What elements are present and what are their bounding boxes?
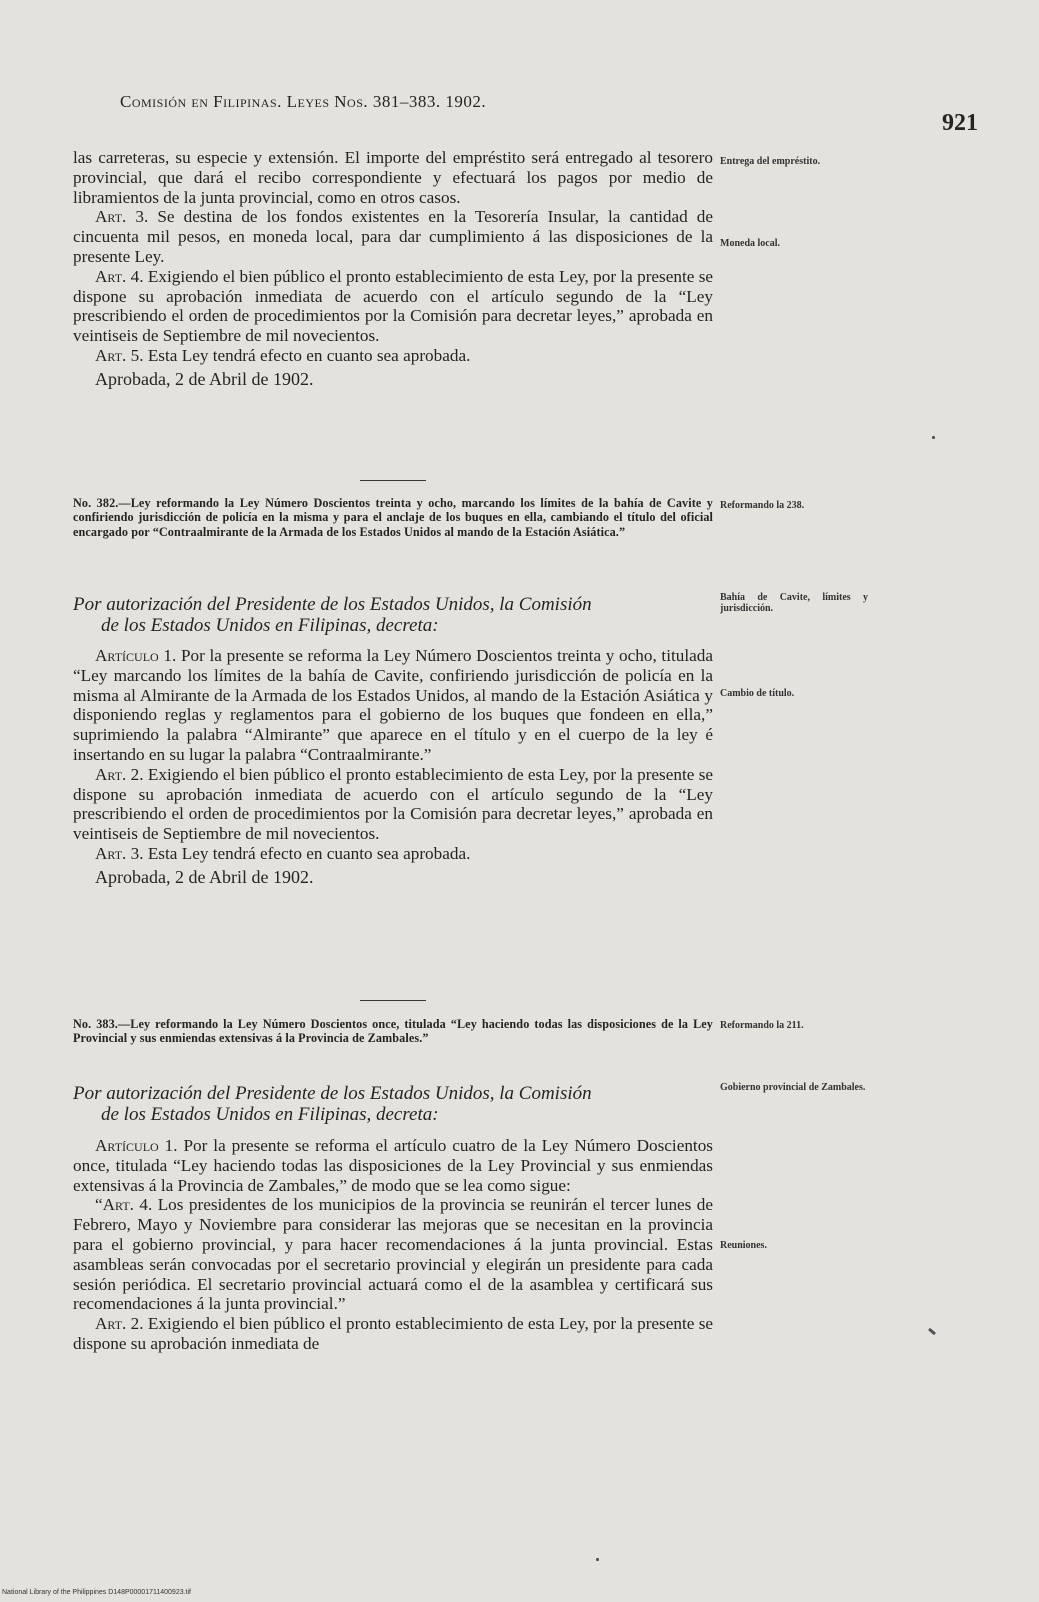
section-divider [360, 480, 426, 481]
margin-note-moneda: Moneda local. [720, 238, 780, 249]
article-text: Esta Ley tendrá efecto en cuanto sea aprobada. [147, 345, 471, 365]
law-382-article-3 [73, 844, 713, 864]
article-text: Exigiendo el bien público el pronto establecimiento de esta Ley, por la presente se dispone su aprobación inmediata de acuerdo con el artículo segundo de la “Ley prescribiendo el orden de procedimientos por la Comisión para decretar leyes,” aprobada en veintiseis de Septiembre de mil novecientos. [73, 266, 714, 346]
margin-note-cambio: Cambio de título. [720, 688, 795, 699]
article-label: Art. 4. [95, 266, 144, 286]
margin-note-reuniones: Reuniones. [720, 1240, 767, 1251]
article-text: Por la presente se reforma el artículo cuatro de la Ley Número Doscientos once, titulada “Ley haciendo todas las disposiciones de la Ley Provincial y sus enmiendas extensivas á la Provincia de Zambales,” de modo que se lea como sigue: [73, 1136, 713, 1195]
law-381-approved: Aprobada, 2 de Abril de 1902. [95, 368, 314, 389]
article-text: Exigiendo el bien público el pronto establecimiento de esta Ley, por la presente se dispone su aprobación inmediata de acuerdo con el artículo segundo de la “Ley prescribiendo el orden de procedimientos por la Comisión para decretar leyes,” aprobada en veintiseis de Septiembre de mil novecientos. [73, 764, 714, 844]
article-text: Exigiendo el bien público el pronto establecimiento de esta Ley, por la presente se dispone su aprobación inmediata de [73, 1314, 714, 1353]
enacting-clause-line-1: Por autorización del Presidente de los Estados Unidos, la Comisión [73, 594, 592, 615]
margin-note-entrega: Entrega del empréstito. [720, 156, 821, 167]
section-divider [360, 1000, 426, 1001]
margin-note-reformando-238: Reformando la 238. [720, 500, 805, 511]
law-382-article-1 [73, 646, 713, 765]
law-383-article-1 [73, 1136, 713, 1195]
law-383-body [73, 1136, 713, 1354]
law-382-article-2 [73, 765, 713, 844]
law-383-heading: No. 383.—Ley reformando la Ley Número Doscientos once, titulada “Ley haciendo todas las disposiciones de la Ley Provincial y sus enmiendas extensivas á la Provincia de Zambales.” [73, 1017, 713, 1046]
article-text: Los presidentes de los municipios de la provincia se reunirán el tercer lunes de Febrero, Mayo y Noviembre para considerar las mejoras que se necesitan en la provincia para el gobierno provincial, y para hacer recomendaciones á la junta provincial. Estas asambleas serán convocadas por el secretario provincial y elegirán un presidente para cada sesión periódica. El secretario provincial actuará como el de la asamblea y certificará sus recomendaciones á la junta provincial.” [73, 1195, 713, 1314]
law-381-article-4 [73, 267, 713, 346]
article-label: Art. 2. [95, 1314, 144, 1334]
law-383-enacting-clause [73, 1083, 713, 1125]
scan-speck [596, 1558, 599, 1561]
margin-note-gobierno: Gobierno provincial de Zambales. [720, 1082, 866, 1093]
law-382-approved: Aprobada, 2 de Abril de 1902. [95, 866, 314, 887]
running-head: Comisión en Filipinas. Leyes Nos. 381–383. 1902. [120, 92, 487, 111]
law-381-paragraph: las carreteras, su especie y extensión. El importe del empréstito será entregado al tesorero provincial, que dará el recibo correspondiente y efectuará los pagos por medio de libramientos de la junta provincial, como en otros casos. [73, 148, 713, 207]
law-381-tail [73, 148, 713, 390]
scan-speck [928, 1328, 936, 1335]
law-383-article-2 [73, 1314, 713, 1354]
article-label: “Art. 4. [95, 1195, 153, 1215]
law-382-body [73, 646, 713, 888]
scan-speck [932, 436, 935, 439]
law-381-article-3 [73, 207, 713, 266]
law-382-enacting-clause [73, 594, 713, 636]
margin-note-reformando-211: Reformando la 211. [720, 1020, 804, 1031]
article-label: Artículo 1. [95, 1136, 178, 1155]
margin-note-bahia: Bahía de Cavite, límites y jurisdicción. [720, 592, 868, 614]
article-text: Por la presente se reforma la Ley Número Doscientos treinta y ocho, titulada “Ley marcando los límites de la bahía de Cavite, confiriendo jurisdicción de policía en la misma al Almirante de la Armada de los Estados Unidos, al mando de la Estación Asiática y disponiendo reglas y reglamentos para el gobierno de los buques que fondeen en ella,” suprimiendo la palabra “Almirante” que aparece en el título y en el cuerpo de la ley é insertando en su lugar la palabra “Contraalmirante.” [73, 646, 713, 764]
law-381-article-5 [73, 346, 713, 366]
law-383-quoted-article [73, 1195, 713, 1314]
article-label: Art. 3. [95, 843, 144, 863]
page-number: 921 [942, 110, 978, 136]
article-text: Esta Ley tendrá efecto en cuanto sea aprobada. [147, 843, 471, 863]
footer-credit: National Library of the Philippines D148P00001711400923.tif [2, 1589, 192, 1596]
enacting-clause-line-1: Por autorización del Presidente de los Estados Unidos, la Comisión [73, 1083, 592, 1104]
article-label: Art. 2. [95, 764, 144, 784]
enacting-clause-line-2: de los Estados Unidos en Filipinas, decreta: [101, 615, 439, 636]
article-label: Artículo 1. [95, 646, 177, 665]
enacting-clause-line-2: de los Estados Unidos en Filipinas, decreta: [101, 1104, 439, 1125]
article-label: Art. 3. [95, 207, 149, 227]
article-label: Art. 5. [95, 345, 144, 365]
article-text: Se destina de los fondos existentes en la Tesorería Insular, la cantidad de cincuenta mil pesos, en moneda local, para dar cumplimiento á las disposiciones de la presente Ley. [73, 207, 713, 266]
law-382-heading: No. 382.—Ley reformando la Ley Número Doscientos treinta y ocho, marcando los límites de la bahía de Cavite y confiriendo jurisdicción de policía en la misma y para el anclaje de los buques en ella, cambiando el título del oficial encargado por “Contraalmirante de la Armada de los Estados Unidos al mando de la Estación Asiática.” [73, 496, 713, 539]
